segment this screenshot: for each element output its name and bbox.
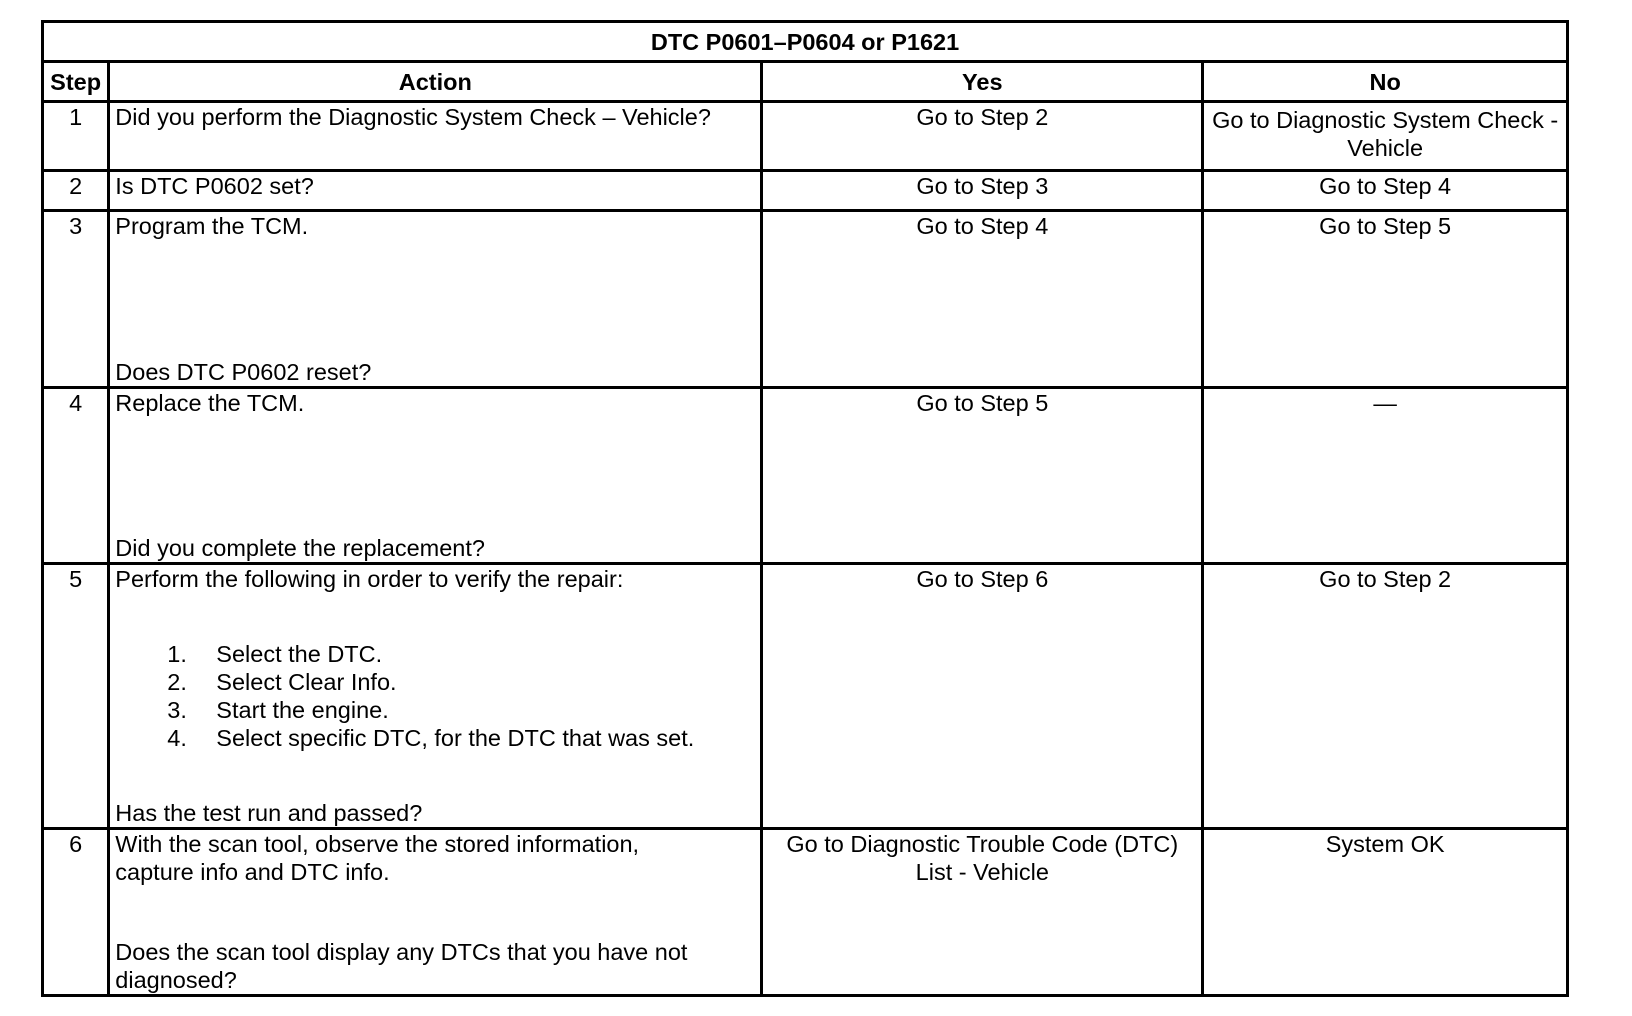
substep-number: 3. <box>167 697 187 723</box>
step-number: 5 <box>43 564 109 829</box>
action-cell <box>109 829 762 996</box>
header-action: Action <box>109 62 762 102</box>
action-instruction: Perform the following in order to verify the repair: <box>115 566 624 592</box>
substep-item <box>167 668 755 696</box>
action-cell <box>109 564 762 829</box>
action-cell <box>109 388 762 564</box>
substep-item <box>167 640 755 668</box>
action-question: Did you complete the replacement? <box>115 535 485 561</box>
table-row <box>43 564 1568 829</box>
table-title: DTC P0601–P0604 or P1621 <box>43 22 1568 62</box>
no-outcome: Go to Step 5 <box>1203 211 1568 388</box>
substep-item <box>167 696 755 724</box>
action-question: Does the scan tool display any DTCs that you have not diagnosed? <box>115 939 688 993</box>
yes-outcome: Go to Diagnostic Trouble Code (DTC) List - Vehicle <box>762 829 1203 996</box>
no-outcome: System OK <box>1203 829 1568 996</box>
substep-number: 4. <box>167 725 187 751</box>
substep-number: 2. <box>167 669 187 695</box>
action-instruction: Replace the TCM. <box>115 390 305 416</box>
table-row <box>43 829 1568 996</box>
no-outcome: Go to Step 2 <box>1203 564 1568 829</box>
step-number: 4 <box>43 388 109 564</box>
dtc-diagnostic-table <box>41 20 1569 997</box>
substep-text: Select specific DTC, for the DTC that was set. <box>216 725 695 751</box>
no-outcome: Go to Step 4 <box>1203 171 1568 211</box>
substep-text: Start the engine. <box>216 697 389 723</box>
step-number: 6 <box>43 829 109 996</box>
substep-list <box>115 640 755 752</box>
action-question: Does DTC P0602 reset? <box>115 359 372 385</box>
table-row <box>43 171 1568 211</box>
action-question: Has the test run and passed? <box>115 800 423 826</box>
no-outcome: Go to Diagnostic System Check - Vehicle <box>1203 102 1568 171</box>
header-yes: Yes <box>762 62 1203 102</box>
yes-outcome: Go to Step 6 <box>762 564 1203 829</box>
yes-outcome: Go to Step 5 <box>762 388 1203 564</box>
action-text: Is DTC P0602 set? <box>109 171 762 211</box>
substep-text: Select Clear Info. <box>216 669 397 695</box>
table-row <box>43 388 1568 564</box>
header-no: No <box>1203 62 1568 102</box>
table-row <box>43 211 1568 388</box>
action-cell <box>109 211 762 388</box>
action-instruction: Program the TCM. <box>115 213 309 239</box>
yes-outcome: Go to Step 3 <box>762 171 1203 211</box>
no-outcome: — <box>1203 388 1568 564</box>
action-text: Did you perform the Diagnostic System Check – Vehicle? <box>109 102 762 171</box>
yes-outcome: Go to Step 4 <box>762 211 1203 388</box>
header-step: Step <box>43 62 109 102</box>
substep-text: Select the DTC. <box>216 641 383 667</box>
substep-item <box>167 724 755 752</box>
substep-number: 1. <box>167 641 187 667</box>
table-row <box>43 102 1568 171</box>
step-number: 1 <box>43 102 109 171</box>
step-number: 3 <box>43 211 109 388</box>
yes-outcome: Go to Step 2 <box>762 102 1203 171</box>
step-number: 2 <box>43 171 109 211</box>
action-instruction: With the scan tool, observe the stored information, capture info and DTC info. <box>115 831 640 885</box>
